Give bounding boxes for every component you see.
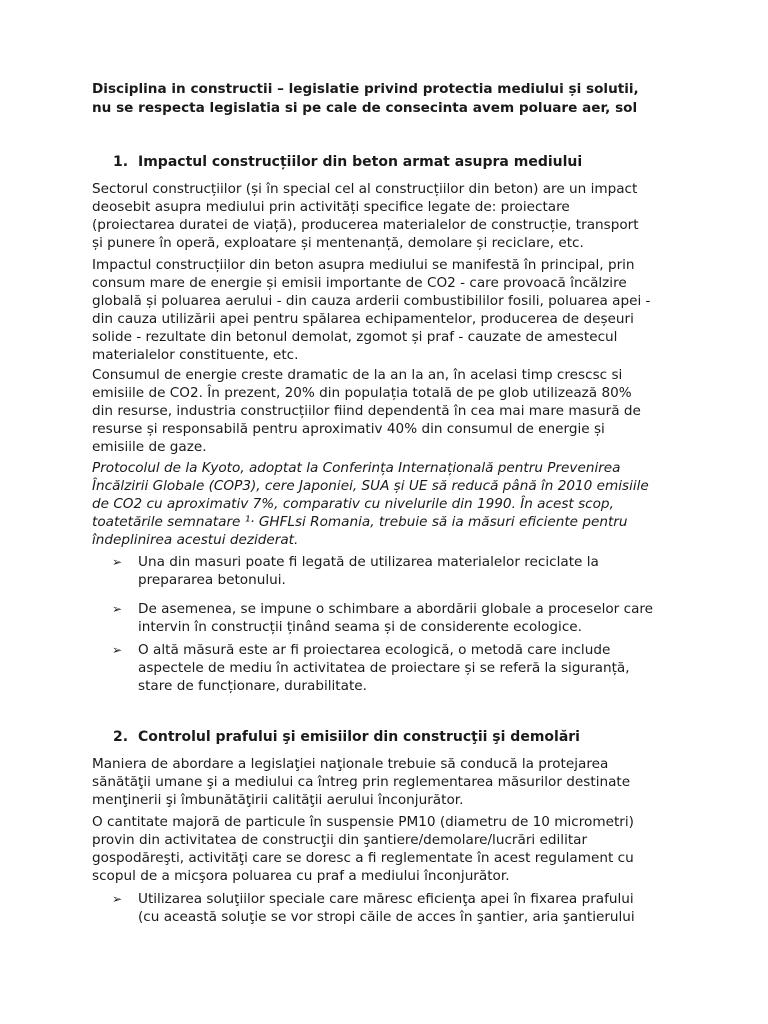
bullet-text: Una din masuri poate fi legată de utilizarea materialelor reciclate la prepararea betonului. [138, 554, 599, 588]
section-2-title: Controlul prafului şi emisiilor din construcţii şi demolări [138, 729, 580, 745]
section-1-heading [113, 153, 713, 172]
document-title: Disciplina in constructii – legislatie privind protectia mediului și solutii, nu se respecta legislatia si pe cale de consecinta avem poluare aer, sol [92, 81, 639, 116]
section-1-title: Impactul construcțiilor din beton armat asupra mediului [138, 154, 583, 170]
section-2-paragraph-2: O cantitate majoră de particule în suspensie PM10 (diametru de 10 micrometri) provin din activitatea de construcţii din şantiere/demolare/lucrări edilitar gospodăreşti, activităţi care se doresc a fi reglementate în acest regulament cu scopul de a micşora poluarea cu praf a mediului înconjurător. [92, 814, 634, 884]
section-2-paragraph-1: Maniera de abordare a legislaţiei naţionale trebuie să conducă la protejarea sănătăţii umane şi a mediului ca întreg prin reglementarea măsurilor destinate menţinerii şi îmbunătăţirii calităţii aerului înconjurător. [92, 756, 631, 808]
section-1-paragraph-1: Sectorul construcțiilor (și în special cel al construcțiilor din beton) are un impact deosebit asupra mediului prin activități specifice legate de: proiectare (proiectarea duratei de viață), producerea materialelor de construcție, transport și punere în operă, exploatare și mentenanță, demolare și reciclare, etc. [92, 181, 639, 251]
arrow-bullet-icon: ➢ [112, 643, 123, 657]
arrow-bullet-icon: ➢ [112, 602, 123, 616]
bullet-text: Utilizarea soluţiilor speciale care măresc eficienţa apei în fixarea prafului (cu această soluţie se vor stropi căile de acces în şantier, aria şantierului [138, 891, 635, 925]
section-1-paragraph-3: Consumul de energie creste dramatic de la an la an, în acelasi timp crescsc si emisiile de CO2. În prezent, 20% din populația totală de pe glob utilizează 80% din resurse, industria construcțiilor fiind dependentă în cea mai mare masură de resurse și responsabilă pentru aproximativ 40% din consumul de energie și emisiile de gaze. [92, 367, 641, 455]
arrow-bullet-icon: ➢ [112, 892, 123, 906]
bullet-text: O altă măsură este ar fi proiectarea ecologică, o metodă care include aspectele de mediu în activitatea de proiectare și se referă la siguranță, stare de funcționare, durabilitate. [138, 642, 630, 694]
section-1-paragraph-4: Protocolul de la Kyoto, adoptat la Conferința Internațională pentru Prevenirea Încălzirii Globale (COP3), cere Japoniei, SUA și UE să reducă până în 2010 emisiile de CO2 cu aproximativ 7%, comparativ cu nivelurile din 1990. În acest scop, toatetările semnatare ¹· GHFLsi Romania, trebuie să ia măsuri eficiente pentru îndeplinirea acestui deziderat. [92, 460, 649, 548]
section-2-heading [113, 728, 713, 747]
section-1-paragraph-2: Impactul construcțiilor din beton asupra mediului se manifestă în principal, prin consum mare de energie și emisii importante de CO2 - care provoacă încălzire globală și poluarea aerului - din cauza arderii combustibililor fosili, poluarea apei - din cauza utilizării apei pentru spălarea echipamentelor, producerea de deșeuri solide - rezultate din betonul demolat, zgomot și praf - cauzate de amestecul materialelor constituente, etc. [92, 257, 651, 363]
section-2-number: 2. [113, 729, 129, 745]
bullet-text: De asemenea, se impune o schimbare a abordării globale a proceselor care intervin în construcții ținând seama și de considerente ecologice. [138, 601, 654, 635]
arrow-bullet-icon: ➢ [112, 555, 123, 569]
section-1-number: 1. [113, 154, 129, 170]
